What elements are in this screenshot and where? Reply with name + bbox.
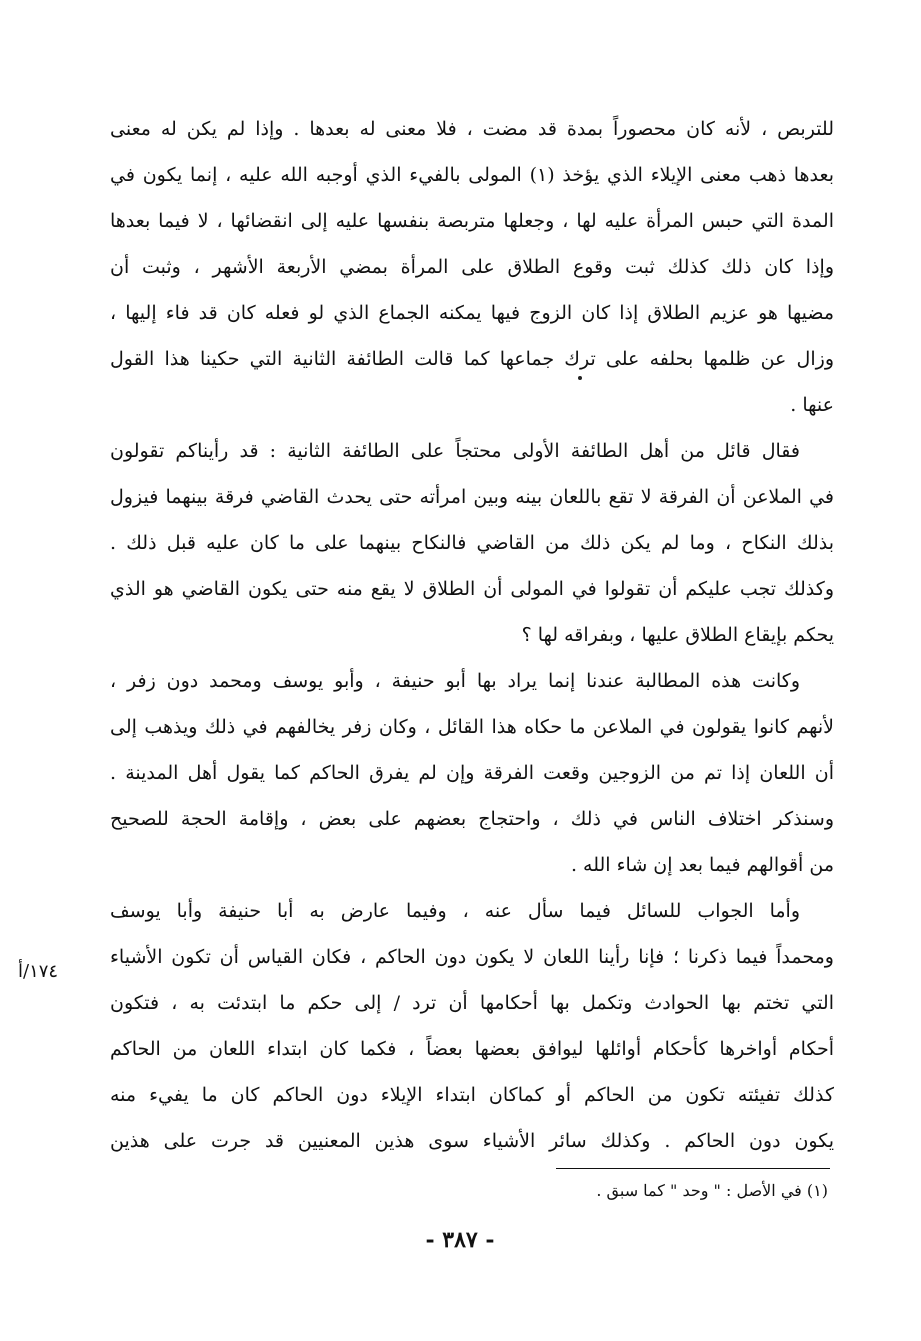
text-line: أحكام أواخرها كأحكام أوائلها ليوافق بعضها بعضاً ، فكما كان ابتداء اللعان من الحاكم [110, 1038, 834, 1060]
text-line: مضيها هو عزيم الطلاق إذا كان الزوج فيها يمكنه الجماع الذي لو فعله كان قد فاء إليها ، [110, 302, 834, 324]
text-line: يحكم بإيقاع الطلاق عليها ، وبفراقه لها ؟ [521, 624, 834, 646]
main-text [110, 106, 834, 1164]
text-line: وكذلك تجب عليكم أن تقولوا في المولى أن الطلاق لا يقع منه حتى يكون القاضي هو الذي [110, 578, 834, 600]
text-line: وكانت هذه المطالبة عندنا إنما يراد بها أبو حنيفة ، وأبو يوسف ومحمد دون زفر ، [110, 670, 800, 692]
text-line: وزال عن ظلمها بحلفه على ترك جماعها كما قالت الطائفة الثانية التي حكينا هذا القول [110, 348, 834, 370]
text-line: للتربص ، لأنه كان محصوراً بمدة قد مضت ، فلا معنى له بعدها . وإذا لم يكن له معنى [110, 118, 834, 140]
text-line: وإذا كان ذلك كذلك ثبت وقوع الطلاق على المرأة بمضي الأربعة الأشهر ، وثبت أن [110, 256, 834, 278]
text-line: أن اللعان إذا تم من الزوجين وقعت الفرقة وإن لم يفرق الحاكم كما يقول أهل المدينة . [110, 762, 834, 784]
folio-margin-note: ١٧٤/أ [18, 961, 59, 982]
footnote-separator [556, 1168, 830, 1169]
text-line: فقال قائل من أهل الطائفة الأولى محتجاً على الطائفة الثانية : قد رأيناكم تقولون [110, 440, 800, 462]
text-line: وأما الجواب للسائل فيما سأل عنه ، وفيما عارض به أبا حنيفة وأبا يوسف [110, 900, 800, 922]
footnote: (١) في الأصل : " وحد " كما سبق . [596, 1181, 828, 1200]
page-number: - ٣٨٧ - [425, 1227, 495, 1253]
text-line: يكون دون الحاكم . وكذلك سائر الأشياء سوى هذين المعنيين قد جرت على هذين [110, 1130, 834, 1152]
text-line: المدة التي حبس المرأة عليه لها ، وجعلها متربصة بنفسها عليه إلى انقضائها ، لا فيما بعدها [110, 210, 834, 232]
text-line: عنها . [790, 394, 834, 416]
text-line: بعدها ذهب معنى الإيلاء الذي يؤخذ (١) المولى بالفيء الذي أوجبه الله عليه ، إنما يكون في [110, 164, 834, 186]
text-line: في الملاعن أن الفرقة لا تقع باللعان بينه وبين امرأته حتى يحدث القاضي فرقة بينهما فيزول [110, 486, 834, 508]
text-line: وسنذكر اختلاف الناس في ذلك ، واحتجاج بعضهم على بعض ، وإقامة الحجة للصحيح [110, 808, 834, 830]
text-line: كذلك تفيئته تكون من الحاكم أو كماكان ابتداء الإيلاء دون الحاكم كان ما يفيء منه [110, 1084, 834, 1106]
text-line: بذلك النكاح ، وما لم يكن ذلك من القاضي فالنكاح بينهما على ما كان عليه قبل ذلك . [110, 532, 834, 554]
text-line: لأنهم كانوا يقولون في الملاعن ما حكاه هذا القائل ، وكان زفر يخالفهم في ذلك ويذهب إلى [110, 716, 834, 738]
text-line: التي تختم بها الحوادث وتكمل بها أحكامها أن ترد / إلى حكم ما ابتدئت به ، فتكون [110, 992, 834, 1014]
ink-speck [578, 376, 582, 380]
text-line: من أقوالهم فيما بعد إن شاء الله . [570, 854, 834, 876]
text-line: ومحمداً فيما ذكرنا ؛ فإنا رأينا اللعان لا يكون دون الحاكم ، فكان القياس أن تكون الأشياء [110, 946, 834, 968]
